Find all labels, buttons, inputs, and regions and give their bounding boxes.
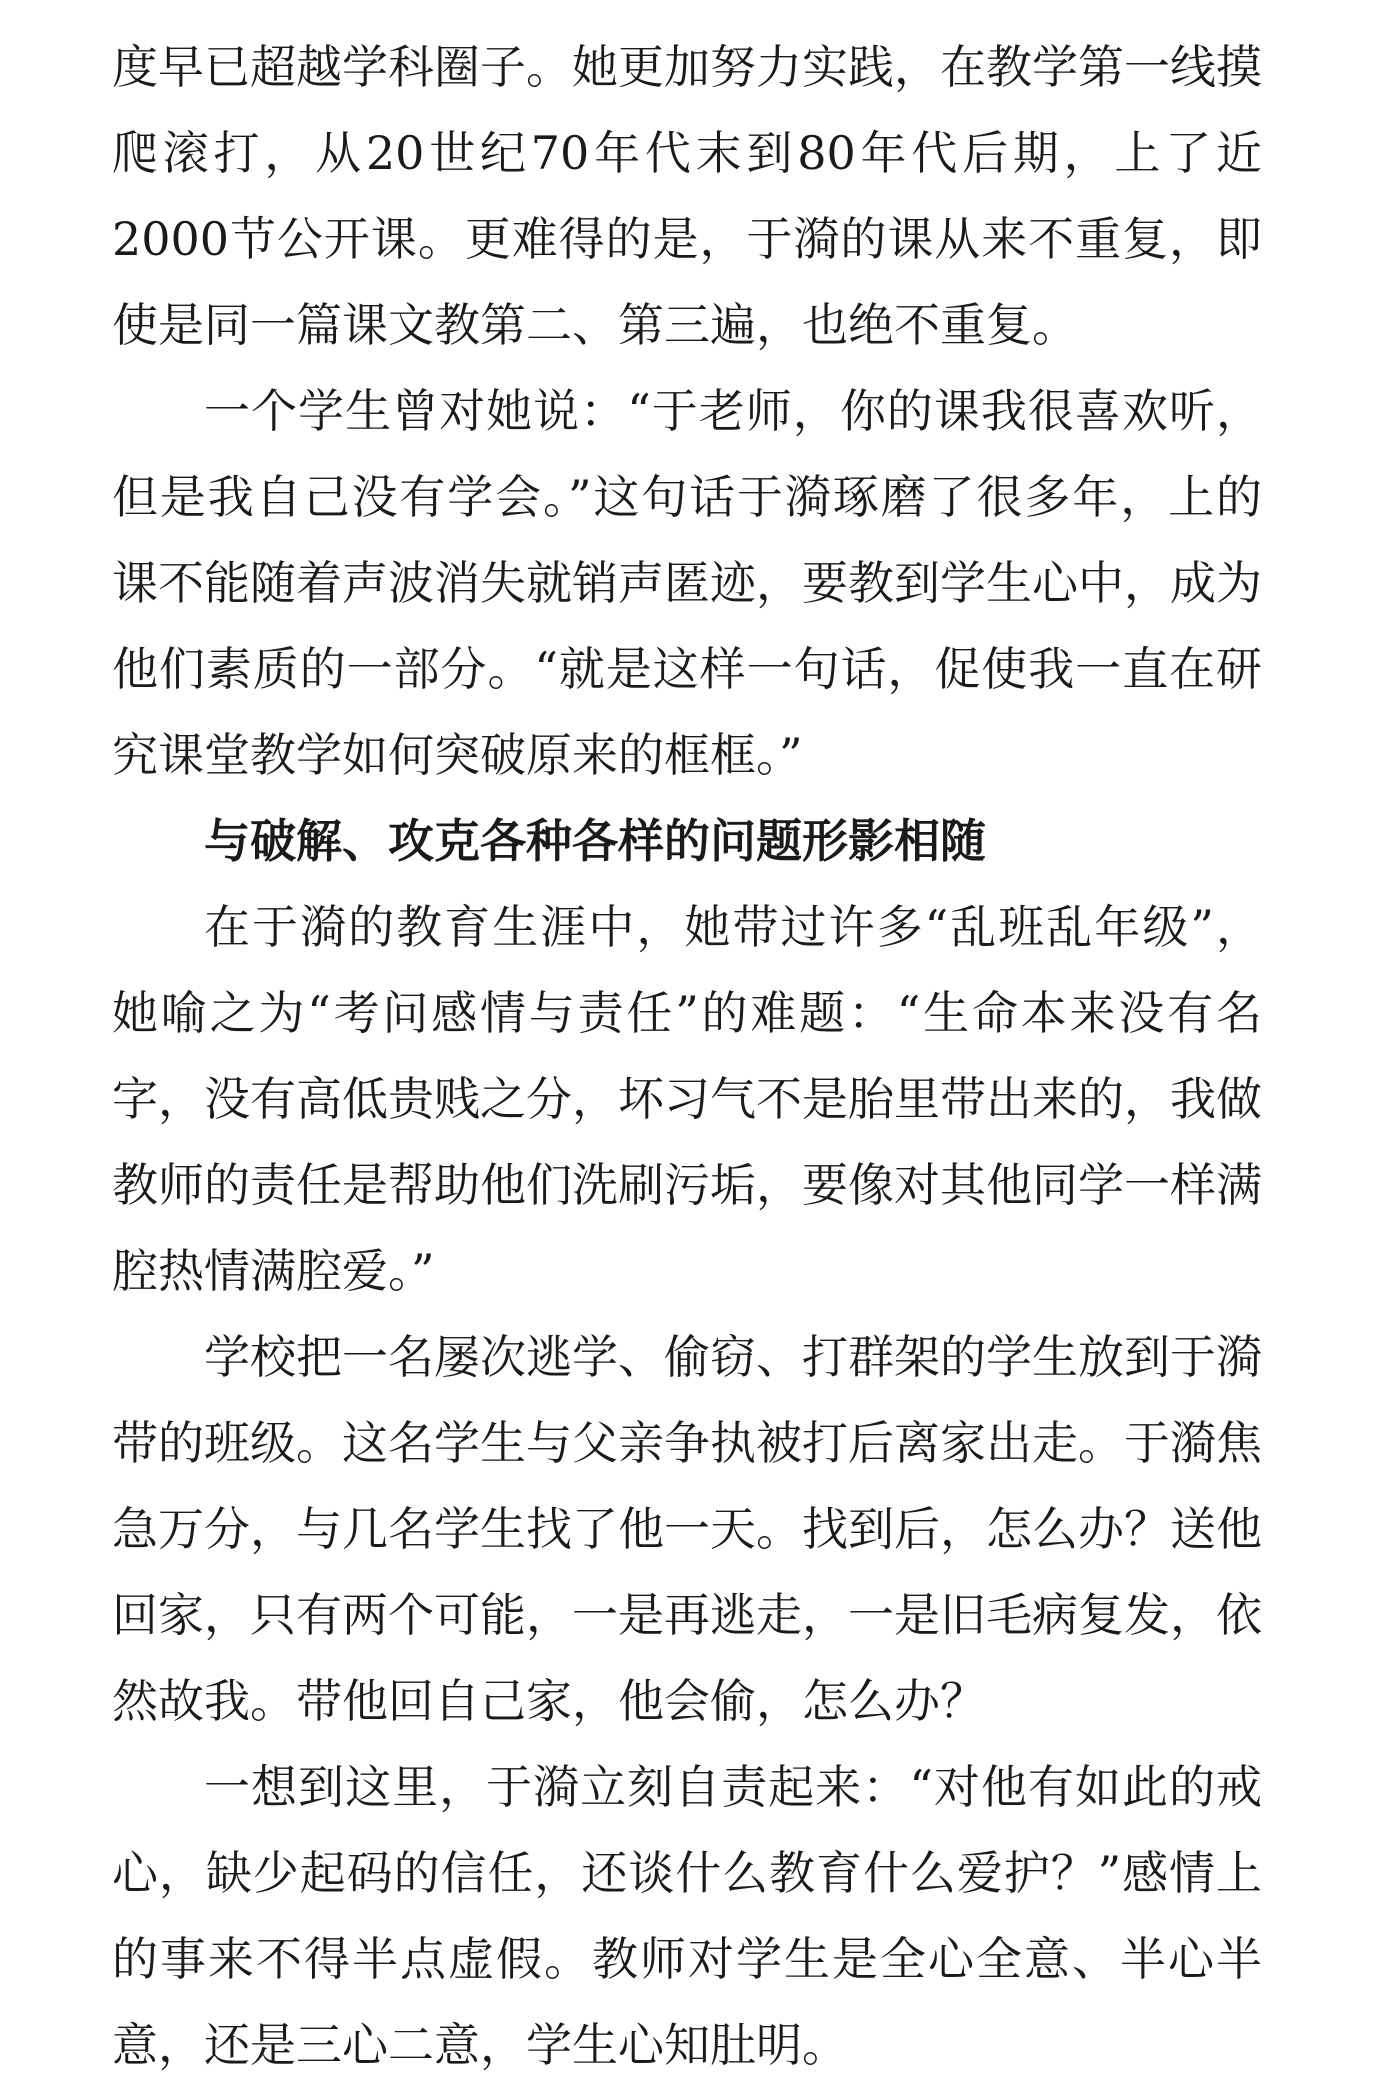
paragraph-self-reproach: 一想到这里，于漪立刻自责起来：“对他有如此的戒心，缺少起码的信任，还谈什么教育什么爱护？”感情上的事来不得半点虚假。教师对学生是全心全意、半心半意，还是三心二意，学生心知肚明。 [112, 1760, 1262, 2072]
document-page [112, 24, 1262, 2088]
paragraph-student-quote: 一个学生曾对她说：“于老师，你的课我很喜欢听，但是我自己没有学会。”这句话于漪琢磨了很多年，上的课不能随着声波消失就销声匿迹，要教到学生心中，成为他们素质的一部分。“就是这样一句话，促使我一直在研究课堂教学如何突破原来的框框。” [112, 384, 1262, 782]
section-heading: 与破解、攻克各种各样的问题形影相随 [204, 814, 986, 868]
paragraph-difficult-classes: 在于漪的教育生涯中，她带过许多“乱班乱年级”，她喻之为“考问感情与责任”的难题：“生命本来没有名字，没有高低贵贱之分，坏习气不是胎里带出来的，我做教师的责任是帮助他们洗刷污垢，要像对其他同学一样满腔热情满腔爱。” [112, 900, 1262, 1298]
paragraph-runaway-student: 学校把一名屡次逃学、偷窃、打群架的学生放到于漪带的班级。这名学生与父亲争执被打后离家出走。于漪焦急万分，与几名学生找了他一天。找到后，怎么办？送他回家，只有两个可能，一是再逃走，一是旧毛病复发，依然故我。带他回自己家，他会偷，怎么办？ [112, 1330, 1262, 1728]
paragraph-continuation: 度早已超越学科圈子。她更加努力实践，在教学第一线摸爬滚打，从20世纪70年代末到80年代后期，上了近2000节公开课。更难得的是，于漪的课从来不重复，即使是同一篇课文教第二、第三遍，也绝不重复。 [112, 40, 1262, 352]
